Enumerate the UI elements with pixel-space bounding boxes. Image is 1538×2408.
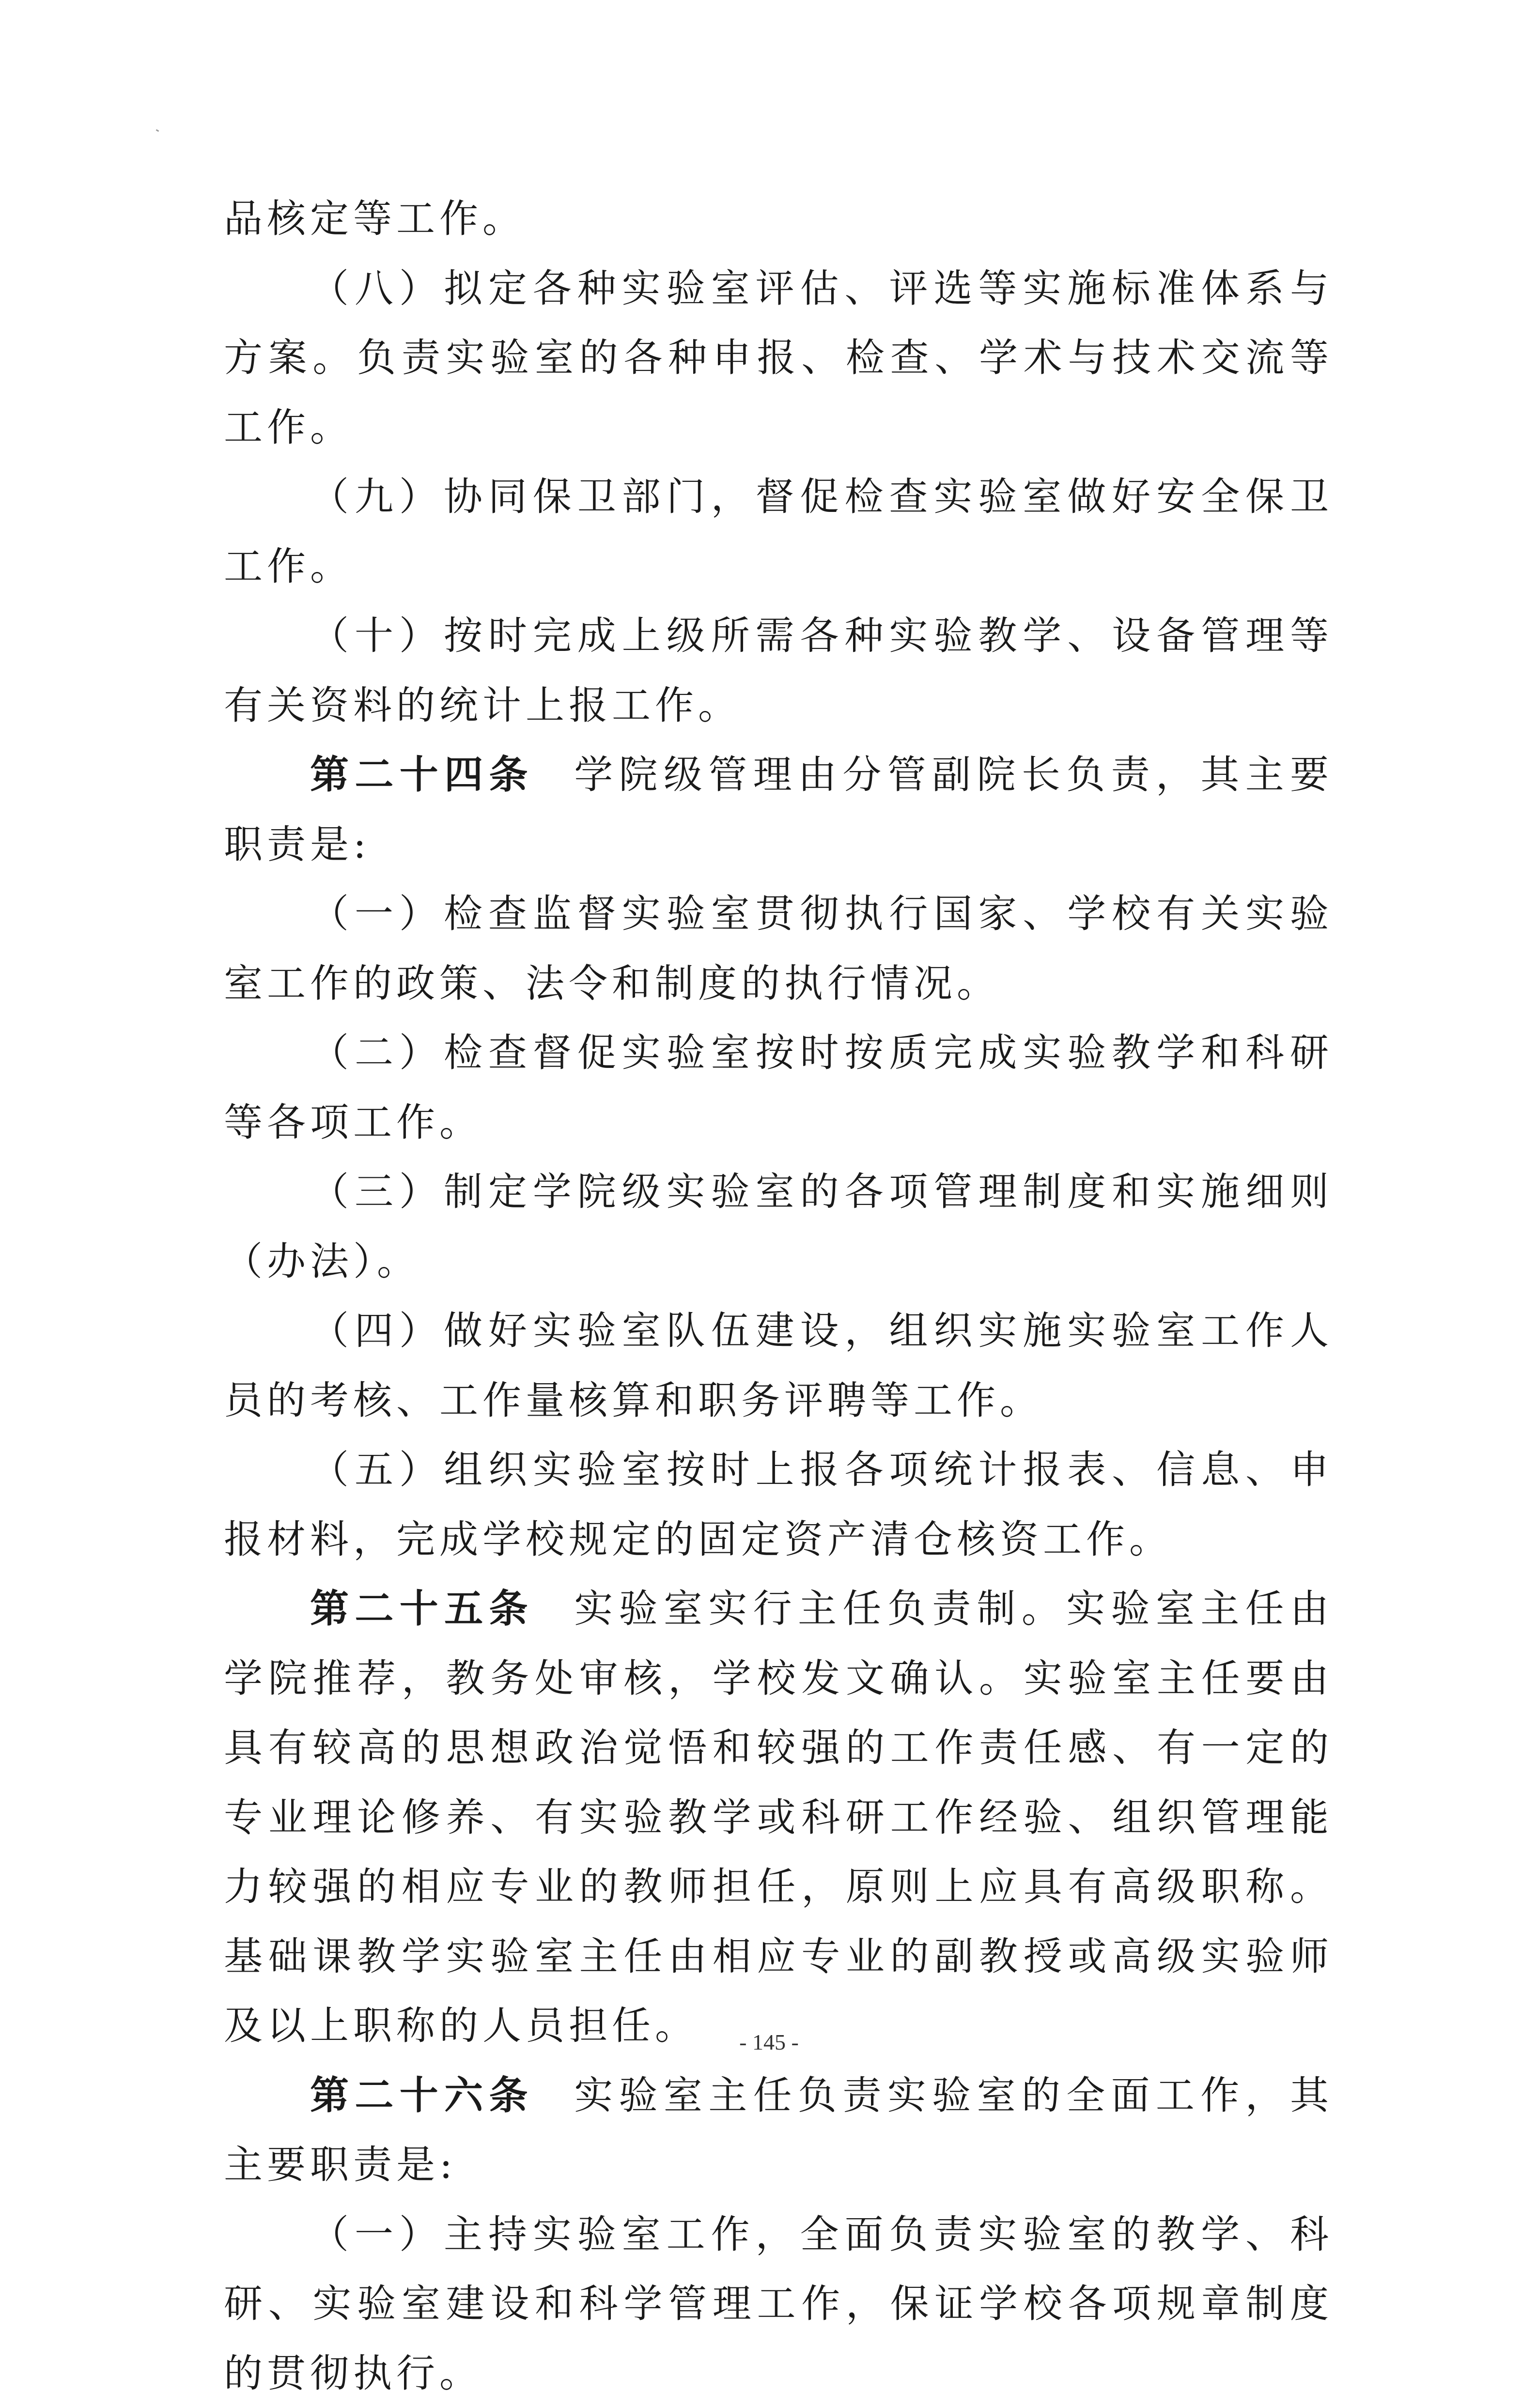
article-heading: 第二十五条 [310, 1586, 534, 1631]
paragraph-7: （二）检查督促实验室按时按质完成实验教学和科研等各项工作。 [224, 1018, 1333, 1157]
article-heading: 第二十六条 [310, 2072, 534, 2118]
page-number: - 145 - [0, 2029, 1538, 2055]
article-26: 第二十六条 实验室主任负责实验室的全面工作，其主要职责是: [224, 2061, 1333, 2200]
article-24: 第二十四条 学院级管理由分管副院长负责，其主要职责是: [224, 740, 1333, 879]
article-25: 第二十五条 实验室实行主任负责制。实验室主任由学院推荐，教务处审核，学校发文确认。实验室主任要由具有较高的思想政治觉悟和较强的工作责任感、有一定的专业理论修养、有实验教学或科研工作经验、组织管理能力较强的相应专业的教师担任，原则上应具有高级职称。基础课教学实验室主任由相应专业的副教授或高级实验师及以上职称的人员担任。 [224, 1574, 1333, 2061]
paragraph-8: （三）制定学院级实验室的各项管理制度和实施细则（办法）。 [224, 1157, 1333, 1296]
paragraph-13: （一）主持实验室工作，全面负责实验室的教学、科研、实验室建设和科学管理工作，保证学校各项规章制度的贯彻执行。 [224, 2200, 1333, 2408]
paragraph-4: （十）按时完成上级所需各种实验教学、设备管理等有关资料的统计上报工作。 [224, 601, 1333, 740]
paragraph-3: （九）协同保卫部门，督促检查实验室做好安全保卫工作。 [224, 462, 1333, 601]
scan-speck [156, 129, 159, 132]
document-body [224, 184, 1333, 2408]
article-heading: 第二十四条 [310, 752, 534, 797]
paragraph-9: （四）做好实验室队伍建设，组织实施实验室工作人员的考核、工作量核算和职务评聘等工作。 [224, 1296, 1333, 1435]
paragraph-6: （一）检查监督实验室贯彻执行国家、学校有关实验室工作的政策、法令和制度的执行情况。 [224, 879, 1333, 1018]
paragraph-2: （八）拟定各种实验室评估、评选等实施标准体系与方案。负责实验室的各种申报、检查、学术与技术交流等工作。 [224, 254, 1333, 463]
paragraph-10: （五）组织实验室按时上报各项统计报表、信息、申报材料，完成学校规定的固定资产清仓核资工作。 [224, 1435, 1333, 1574]
paragraph-1: 品核定等工作。 [224, 184, 1333, 254]
